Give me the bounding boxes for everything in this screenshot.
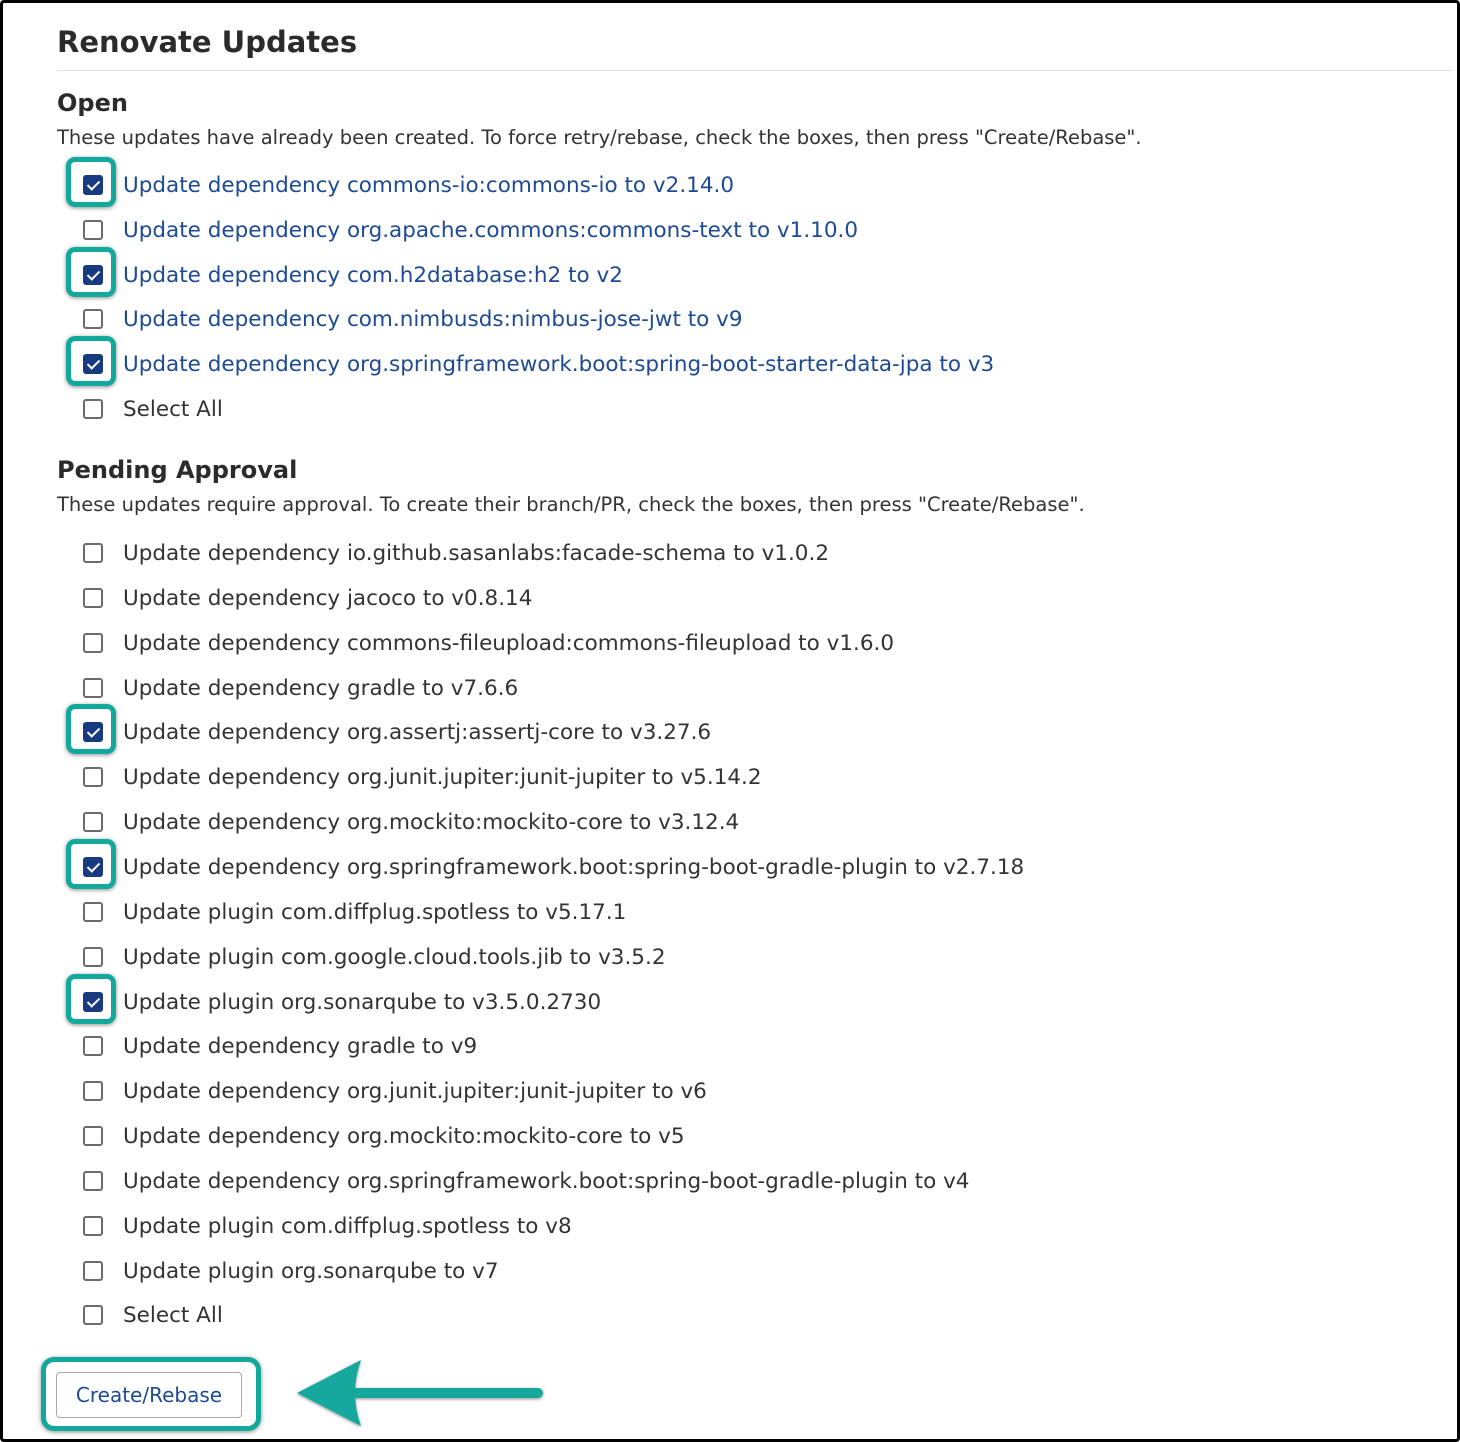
checkbox-wrapper [81,1124,105,1148]
checkbox-wrapper [81,855,105,879]
checkbox-wrapper [81,1259,105,1283]
update-label: Update dependency org.junit.jupiter:junit-jupiter to v6 [123,1078,707,1104]
update-label: Update dependency gradle to v9 [123,1033,478,1059]
pending-section-heading: Pending Approval [57,456,298,484]
page-title: Renovate Updates [57,25,358,59]
update-label: Update plugin com.diffplug.spotless to v8 [123,1213,572,1239]
list-item [81,986,601,1018]
open-section-description: These updates have already been created. To force retry/rebase, check the boxes, then press "Create/Rebase". [57,126,1142,149]
checkbox-wrapper [81,676,105,700]
checkbox-wrapper [81,218,105,242]
pending-select-all-row [81,1299,223,1331]
update-checkbox[interactable] [83,1261,103,1281]
update-checkbox[interactable] [83,812,103,832]
checkbox-wrapper [81,900,105,924]
update-checkbox[interactable] [83,633,103,653]
select-all-label: Select All [123,1302,223,1328]
list-item [81,672,518,704]
list-item [81,851,1024,883]
open-section-heading: Open [57,89,128,117]
create-rebase-button[interactable]: Create/Rebase [56,1372,242,1418]
update-label: Update plugin org.sonarqube to v3.5.0.2730 [123,989,602,1015]
update-checkbox[interactable] [83,1081,103,1101]
update-checkbox[interactable] [83,265,103,285]
update-label: Update dependency org.mockito:mockito-core to v3.12.4 [123,809,740,835]
list-item [81,1120,685,1152]
list-item [81,169,734,201]
list-item [81,1210,572,1242]
list-item [81,896,626,928]
checkbox-wrapper [81,765,105,789]
update-checkbox[interactable] [83,354,103,374]
list-item [81,1030,477,1062]
select-all-checkbox[interactable] [83,399,103,419]
update-label: Update dependency jacoco to v0.8.14 [123,585,533,611]
list-item [81,537,829,569]
checkbox-wrapper [81,631,105,655]
update-link[interactable]: Update dependency org.apache.commons:commons-text to v1.10.0 [123,217,859,243]
update-checkbox[interactable] [83,543,103,563]
update-checkbox[interactable] [83,767,103,787]
checkbox-wrapper [81,990,105,1014]
list-item [81,806,739,838]
list-item [81,214,858,246]
update-label: Update dependency org.springframework.boot:spring-boot-gradle-plugin to v4 [123,1168,970,1194]
update-label: Update plugin com.diffplug.spotless to v5.17.1 [123,899,627,925]
checkbox-wrapper [81,352,105,376]
update-checkbox[interactable] [83,1126,103,1146]
update-label: Update dependency commons-fileupload:commons-fileupload to v1.6.0 [123,630,895,656]
list-item [81,1255,499,1287]
update-checkbox[interactable] [83,992,103,1012]
checkbox-wrapper [81,1079,105,1103]
checkbox-wrapper [81,1169,105,1193]
list-item [81,627,894,659]
update-label: Update plugin com.google.cloud.tools.jib to v3.5.2 [123,944,666,970]
list-item [81,941,666,973]
update-label: Update dependency org.assertj:assertj-core to v3.27.6 [123,719,712,745]
list-item [81,1165,970,1197]
checkbox-wrapper [81,1034,105,1058]
update-checkbox[interactable] [83,722,103,742]
pending-section-description: These updates require approval. To create their branch/PR, check the boxes, then press "Create/Rebase". [57,493,1085,516]
select-all-label: Select All [123,396,223,422]
title-divider [57,70,1453,71]
list-item [81,761,762,793]
update-checkbox[interactable] [83,175,103,195]
checkbox-wrapper [81,173,105,197]
checkbox-wrapper [81,720,105,744]
checkbox-wrapper [81,541,105,565]
update-label: Update dependency gradle to v7.6.6 [123,675,519,701]
update-checkbox[interactable] [83,1171,103,1191]
list-item [81,582,532,614]
checkbox-wrapper [81,810,105,834]
update-checkbox[interactable] [83,857,103,877]
list-item [81,303,743,335]
update-checkbox[interactable] [83,1036,103,1056]
update-checkbox[interactable] [83,678,103,698]
update-label: Update dependency org.springframework.boot:spring-boot-gradle-plugin to v2.7.18 [123,854,1025,880]
list-item [81,1075,707,1107]
checkbox-wrapper [81,263,105,287]
update-checkbox[interactable] [83,1216,103,1236]
update-label: Update dependency org.mockito:mockito-core to v5 [123,1123,685,1149]
update-checkbox[interactable] [83,309,103,329]
update-link[interactable]: Update dependency org.springframework.boot:spring-boot-starter-data-jpa to v3 [123,351,995,377]
update-label: Update plugin org.sonarqube to v7 [123,1258,499,1284]
list-item [81,716,711,748]
list-item [81,259,623,291]
update-checkbox[interactable] [83,902,103,922]
update-link[interactable]: Update dependency com.h2database:h2 to v2 [123,262,623,288]
update-link[interactable]: Update dependency commons-io:commons-io to v2.14.0 [123,172,735,198]
pointer-arrow-icon [293,1358,553,1428]
checkbox-wrapper [81,1214,105,1238]
select-all-checkbox[interactable] [83,1305,103,1325]
update-checkbox[interactable] [83,588,103,608]
list-item [81,348,994,380]
checkbox-wrapper [81,307,105,331]
update-label: Update dependency io.github.sasanlabs:facade-schema to v1.0.2 [123,540,829,566]
open-select-all-row [81,393,223,425]
checkbox-wrapper [81,945,105,969]
checkbox-wrapper [81,586,105,610]
checkbox-wrapper [81,1303,105,1327]
update-checkbox[interactable] [83,947,103,967]
update-link[interactable]: Update dependency com.nimbusds:nimbus-jose-jwt to v9 [123,306,743,332]
update-checkbox[interactable] [83,220,103,240]
checkbox-wrapper [81,397,105,421]
update-label: Update dependency org.junit.jupiter:junit-jupiter to v5.14.2 [123,764,762,790]
